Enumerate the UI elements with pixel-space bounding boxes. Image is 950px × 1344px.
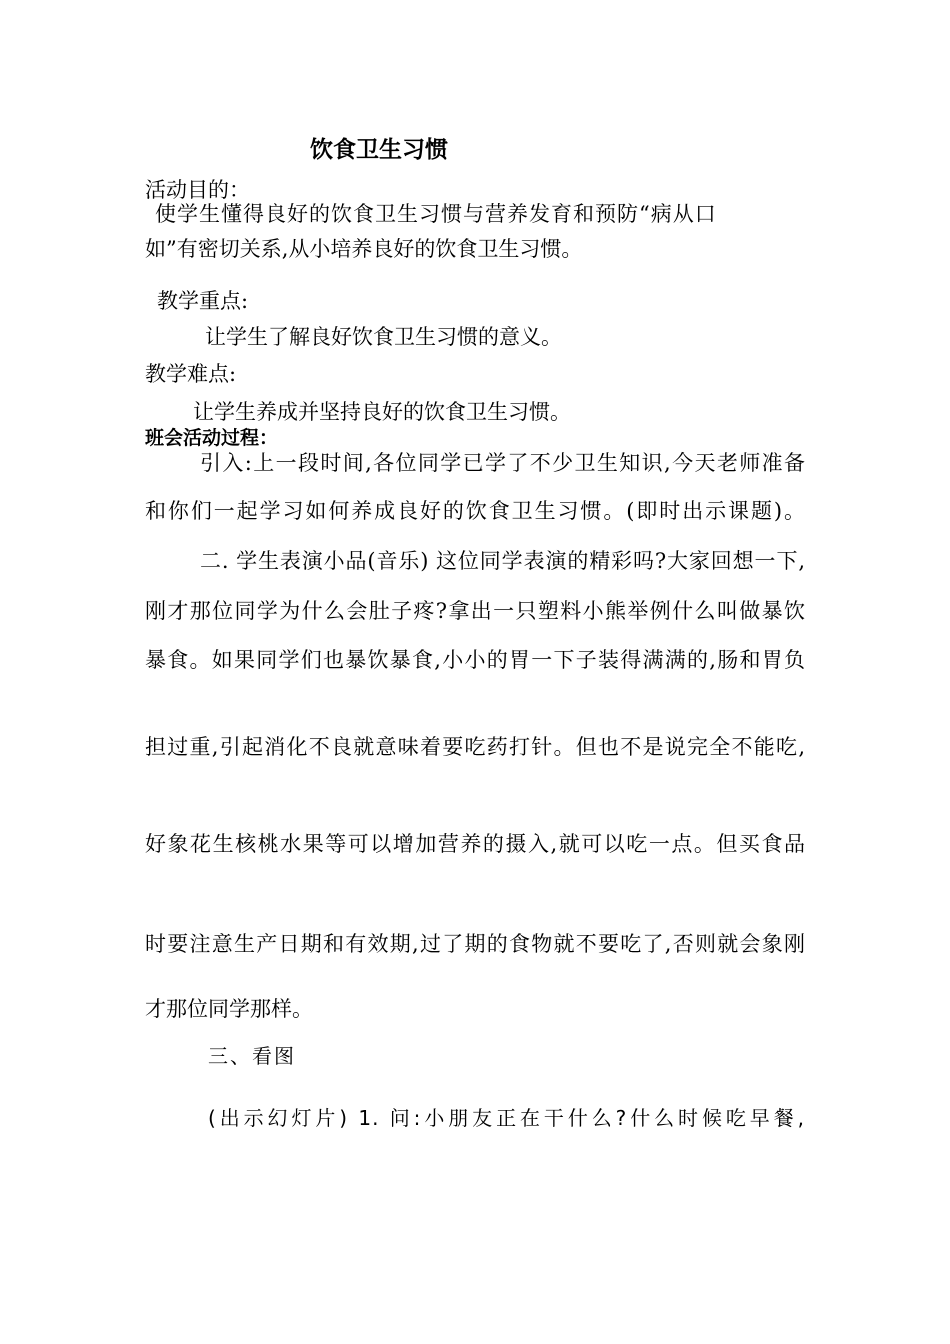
section-heading-activity-goal: 活动目的：: [145, 178, 250, 202]
paragraph-line: 担过重,引起消化不良就意味着要吃药打针。但也不是说完全不能吃,: [145, 735, 805, 759]
section-heading-look-at-picture: 三、看图: [208, 1044, 296, 1068]
section-heading-teaching-focus: 教学重点:: [157, 289, 249, 313]
paragraph-line: 暴食。如果同学们也暴饮暴食,小小的胃一下子装得满满的,肠和胃负: [145, 648, 805, 672]
paragraph-line: 使学生懂得良好的饮食卫生习惯与营养发育和预防“病从口: [155, 202, 717, 226]
paragraph-line: 时要注意生产日期和有效期,过了期的食物就不要吃了,否则就会象刚: [145, 932, 805, 956]
paragraph-line: 如”有密切关系,从小培养良好的饮食卫生习惯。: [145, 237, 583, 261]
paragraph-line: 好象花生核桃水果等可以增加营养的摄入,就可以吃一点。但买食品: [145, 832, 805, 856]
paragraph-line: 刚才那位同学为什么会肚子疼?拿出一只塑料小熊举例什么叫做暴饮: [145, 599, 805, 623]
paragraph-line: (出示幻灯片) 1. 问:小朋友正在干什么?什么时候吃早餐,: [208, 1106, 805, 1130]
paragraph-line: 引入:上一段时间,各位同学已学了不少卫生知识,今天老师准备: [200, 451, 805, 475]
paragraph-line: 和你们一起学习如何养成良好的饮食卫生习惯。(即时出示课题)。: [145, 499, 805, 523]
paragraph-line: 才那位同学那样。: [145, 997, 313, 1021]
paragraph-line: 二. 学生表演小品(音乐) 这位同学表演的精彩吗?大家回想一下,: [200, 549, 805, 573]
paragraph-line: 让学生了解良好饮食卫生习惯的意义。: [205, 325, 562, 349]
document-title: 饮食卫生习惯: [310, 137, 448, 163]
paragraph-line: 让学生养成并坚持良好的饮食卫生习惯。: [193, 400, 571, 424]
section-heading-class-process: 班会活动过程：: [145, 427, 279, 449]
section-heading-teaching-difficulty: 教学难点:: [145, 362, 237, 386]
